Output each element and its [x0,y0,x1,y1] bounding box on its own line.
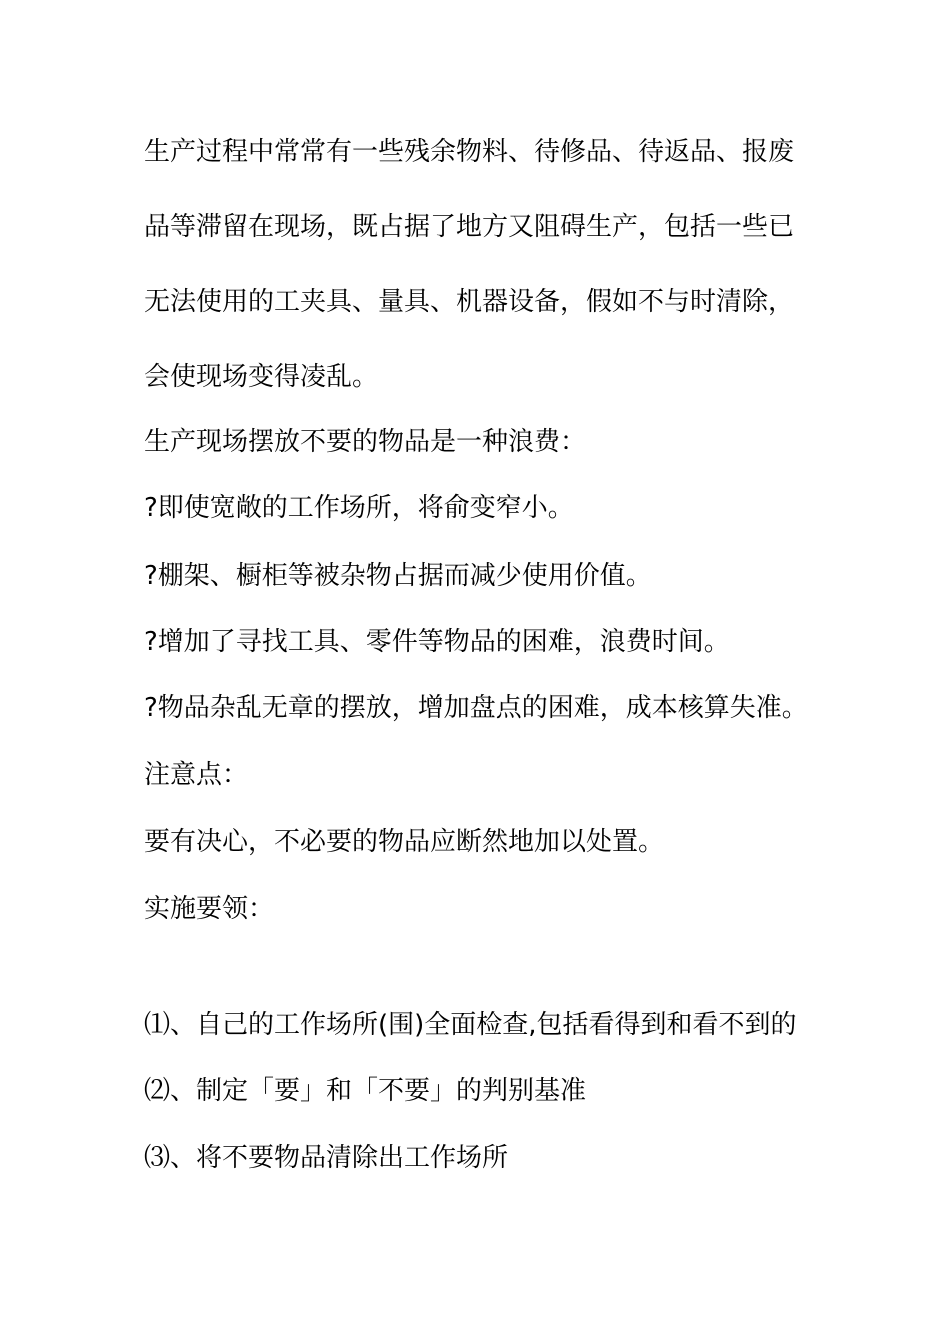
steps-heading: 实施要领： [144,894,275,924]
paragraph-line: 无法使用的工夹具、量具、机器设备，假如不与时清除， [144,287,795,317]
notes-heading: 注意点： [144,760,249,790]
paragraph-line: 生产过程中常常有一些残余物料、待修品、待返品、报废 [144,137,795,167]
waste-heading: 生产现场摆放不要的物品是一种浪费： [144,427,587,457]
step-item: ⑵、制定「要」和「不要」的判别基准 [144,1076,587,1106]
waste-list-item: ?增加了寻找工具、零件等物品的困难，浪费时间。 [144,627,730,657]
waste-list-item: ?物品杂乱无章的摆放，增加盘点的困难，成本核算失准。 [144,693,808,723]
waste-list-item: ?棚架、橱柜等被杂物占据而减少使用价值。 [144,561,652,591]
waste-list-item: ?即使宽敞的工作场所，将俞变窄小。 [144,493,574,523]
paragraph-line: 品等滞留在现场，既占据了地方又阻碍生产，包括一些已 [144,212,795,242]
notes-text: 要有决心，不必要的物品应断然地加以处置。 [144,827,665,857]
step-item: ⑴、自己的工作场所(围)全面检查,包括看得到和看不到的 [144,1010,797,1040]
paragraph-line: 会使现场变得凌乱。 [144,362,379,392]
step-item: ⑶、将不要物品清除出工作场所 [144,1143,509,1173]
